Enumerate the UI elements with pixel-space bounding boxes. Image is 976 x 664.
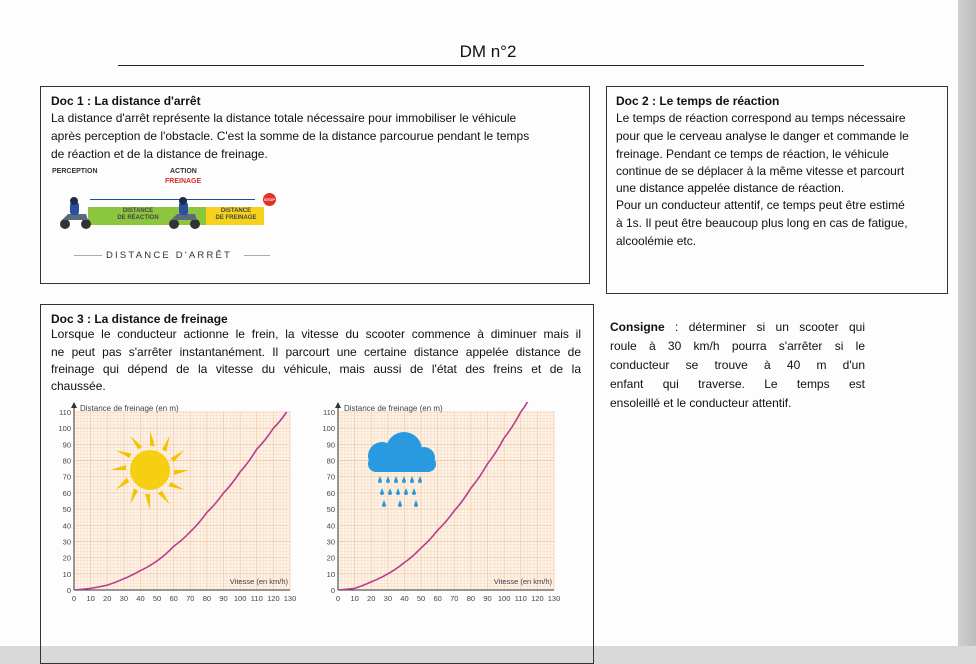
y-axis-arrow xyxy=(335,402,341,408)
chart-title: Distance de freinage (en m) xyxy=(80,404,179,413)
x-axis-label: Vitesse (en km/h) xyxy=(494,577,553,586)
reaction-bar-label xyxy=(108,208,168,222)
x-tick-label: 100 xyxy=(234,594,247,603)
x-tick-label: 0 xyxy=(336,594,340,603)
y-tick-label: 100 xyxy=(58,424,71,433)
doc2-line-2: pour que le cerveau analyse le danger et commande le xyxy=(616,128,909,145)
diagram-freinage-label: FREINAGE xyxy=(165,178,201,185)
scooter-rider-icon-2 xyxy=(165,196,205,230)
x-tick-label: 10 xyxy=(350,594,358,603)
x-tick-label: 10 xyxy=(86,594,94,603)
consigne-line-2: roule à 30 km/h pourra s'arrêter si le xyxy=(610,338,865,355)
braking-bar-label-line2: DE FREINAGE xyxy=(208,215,264,222)
x-tick-label: 0 xyxy=(72,594,76,603)
x-tick-label: 70 xyxy=(450,594,458,603)
x-tick-label: 20 xyxy=(103,594,111,603)
x-tick-label: 80 xyxy=(467,594,475,603)
doc2-line-1: Le temps de réaction correspond au temps nécessaire xyxy=(616,110,906,127)
y-tick-label: 90 xyxy=(63,440,71,449)
reaction-bar-label-line2: DE RÉACTION xyxy=(108,215,168,222)
x-axis-label: Vitesse (en km/h) xyxy=(230,577,289,586)
y-tick-label: 40 xyxy=(327,521,335,530)
y-tick-label: 20 xyxy=(63,554,71,563)
y-tick-label: 10 xyxy=(63,570,71,579)
x-tick-label: 120 xyxy=(531,594,544,603)
x-tick-label: 110 xyxy=(515,594,527,603)
y-tick-label: 50 xyxy=(327,505,335,514)
consigne-line-5: ensoleillé et le conducteur attentif. xyxy=(610,395,791,412)
diagram-action-label: ACTION xyxy=(170,168,197,175)
chart-title: Distance de freinage (en m) xyxy=(344,404,443,413)
x-tick-label: 80 xyxy=(203,594,211,603)
doc3-line-4: chaussée. xyxy=(51,378,106,395)
y-tick-label: 60 xyxy=(63,489,71,498)
y-tick-label: 70 xyxy=(63,473,71,482)
y-axis-arrow xyxy=(71,402,77,408)
doc1-line-3: de réaction et de la distance de freinage. xyxy=(51,146,268,163)
plot-area xyxy=(74,412,290,590)
y-tick-label: 60 xyxy=(327,489,335,498)
y-tick-label: 30 xyxy=(63,537,71,546)
doc2-heading: Doc 2 : Le temps de réaction xyxy=(616,93,779,110)
braking-chart-sunny xyxy=(48,398,298,610)
x-tick-label: 130 xyxy=(284,594,297,603)
x-tick-label: 100 xyxy=(498,594,511,603)
scooter-rider-icon-1 xyxy=(56,196,96,230)
x-tick-label: 130 xyxy=(548,594,561,603)
y-tick-label: 110 xyxy=(323,408,335,417)
doc2-line-7: à 1s. Il peut être beaucoup plus long en cas de fatigue, xyxy=(616,215,908,232)
doc1-line-1: La distance d'arrêt représente la distance totale nécessaire pour immobiliser le véhicule xyxy=(51,110,516,127)
diagram-perception-label: PERCEPTION xyxy=(52,168,98,175)
consigne-label: Consigne xyxy=(610,320,665,334)
reaction-bar-label-line1: DISTANCE xyxy=(108,208,168,215)
braking-bar-label-line1: DISTANCE xyxy=(208,208,264,215)
doc1-line-2: après perception de l'obstacle. C'est la somme de la distance parcourue pendant le temps xyxy=(51,128,529,145)
title-underline xyxy=(118,65,864,66)
stop-sign-icon: STOP xyxy=(263,193,276,206)
y-tick-label: 100 xyxy=(322,424,335,433)
doc2-line-5: une distance appelée distance de réaction. xyxy=(616,180,844,197)
y-tick-label: 0 xyxy=(67,586,71,595)
y-tick-label: 50 xyxy=(63,505,71,514)
y-tick-label: 80 xyxy=(63,457,71,466)
consigne-line-1 xyxy=(610,319,865,336)
plot-area xyxy=(338,412,554,590)
braking-bar-label xyxy=(208,208,264,222)
doc3-line-3: freinage qui dépend de la vitesse du véhicule, mais aussi de l'état des freins et de la xyxy=(51,361,581,378)
consigne-line-4: enfant qui traverse. Le temps est xyxy=(610,376,865,393)
y-tick-label: 10 xyxy=(327,570,335,579)
diagram-dimension-line-left xyxy=(74,255,102,256)
doc3-heading: Doc 3 : La distance de freinage xyxy=(51,311,228,328)
x-tick-label: 30 xyxy=(120,594,128,603)
y-tick-label: 40 xyxy=(63,521,71,530)
doc2-line-6: Pour un conducteur attentif, ce temps peut être estimé xyxy=(616,197,905,214)
x-tick-label: 90 xyxy=(219,594,227,603)
x-tick-label: 50 xyxy=(417,594,425,603)
x-tick-label: 30 xyxy=(384,594,392,603)
y-tick-label: 70 xyxy=(327,473,335,482)
x-tick-label: 90 xyxy=(483,594,491,603)
y-tick-label: 0 xyxy=(331,586,335,595)
doc1-heading: Doc 1 : La distance d'arrêt xyxy=(51,93,201,110)
x-tick-label: 60 xyxy=(170,594,178,603)
y-tick-label: 90 xyxy=(327,440,335,449)
x-tick-label: 50 xyxy=(153,594,161,603)
y-tick-label: 110 xyxy=(59,408,71,417)
x-tick-label: 60 xyxy=(434,594,442,603)
x-tick-label: 70 xyxy=(186,594,194,603)
doc3-line-2: ne peut pas s'arrêter instantanément. Il parcourt une certaine distance appelée distance de xyxy=(51,344,581,361)
page-edge-shadow xyxy=(958,0,976,646)
doc2-line-4: continue de se déplacer à la même vitesse et parcourt xyxy=(616,163,904,180)
x-tick-label: 40 xyxy=(400,594,408,603)
x-tick-label: 40 xyxy=(136,594,144,603)
doc2-line-8: alcoolémie etc. xyxy=(616,233,696,250)
doc3-line-1: Lorsque le conducteur actionne le frein, la vitesse du scooter commence à diminuer mais il xyxy=(51,326,581,343)
y-tick-label: 30 xyxy=(327,537,335,546)
y-tick-label: 80 xyxy=(327,457,335,466)
diagram-total-label: DISTANCE D'ARRÊT xyxy=(106,250,232,261)
page-title: DM n°2 xyxy=(0,42,976,62)
consigne-line-1-text: : déterminer si un scooter qui xyxy=(665,320,865,334)
consigne-line-3: conducteur se trouve à 40 m d'un xyxy=(610,357,865,374)
x-tick-label: 110 xyxy=(251,594,263,603)
y-tick-label: 20 xyxy=(327,554,335,563)
x-tick-label: 20 xyxy=(367,594,375,603)
doc2-line-3: freinage. Pendant ce temps de réaction, le véhicule xyxy=(616,146,889,163)
braking-chart-rain xyxy=(312,398,562,610)
x-tick-label: 120 xyxy=(267,594,280,603)
diagram-dimension-line-right xyxy=(244,255,270,256)
